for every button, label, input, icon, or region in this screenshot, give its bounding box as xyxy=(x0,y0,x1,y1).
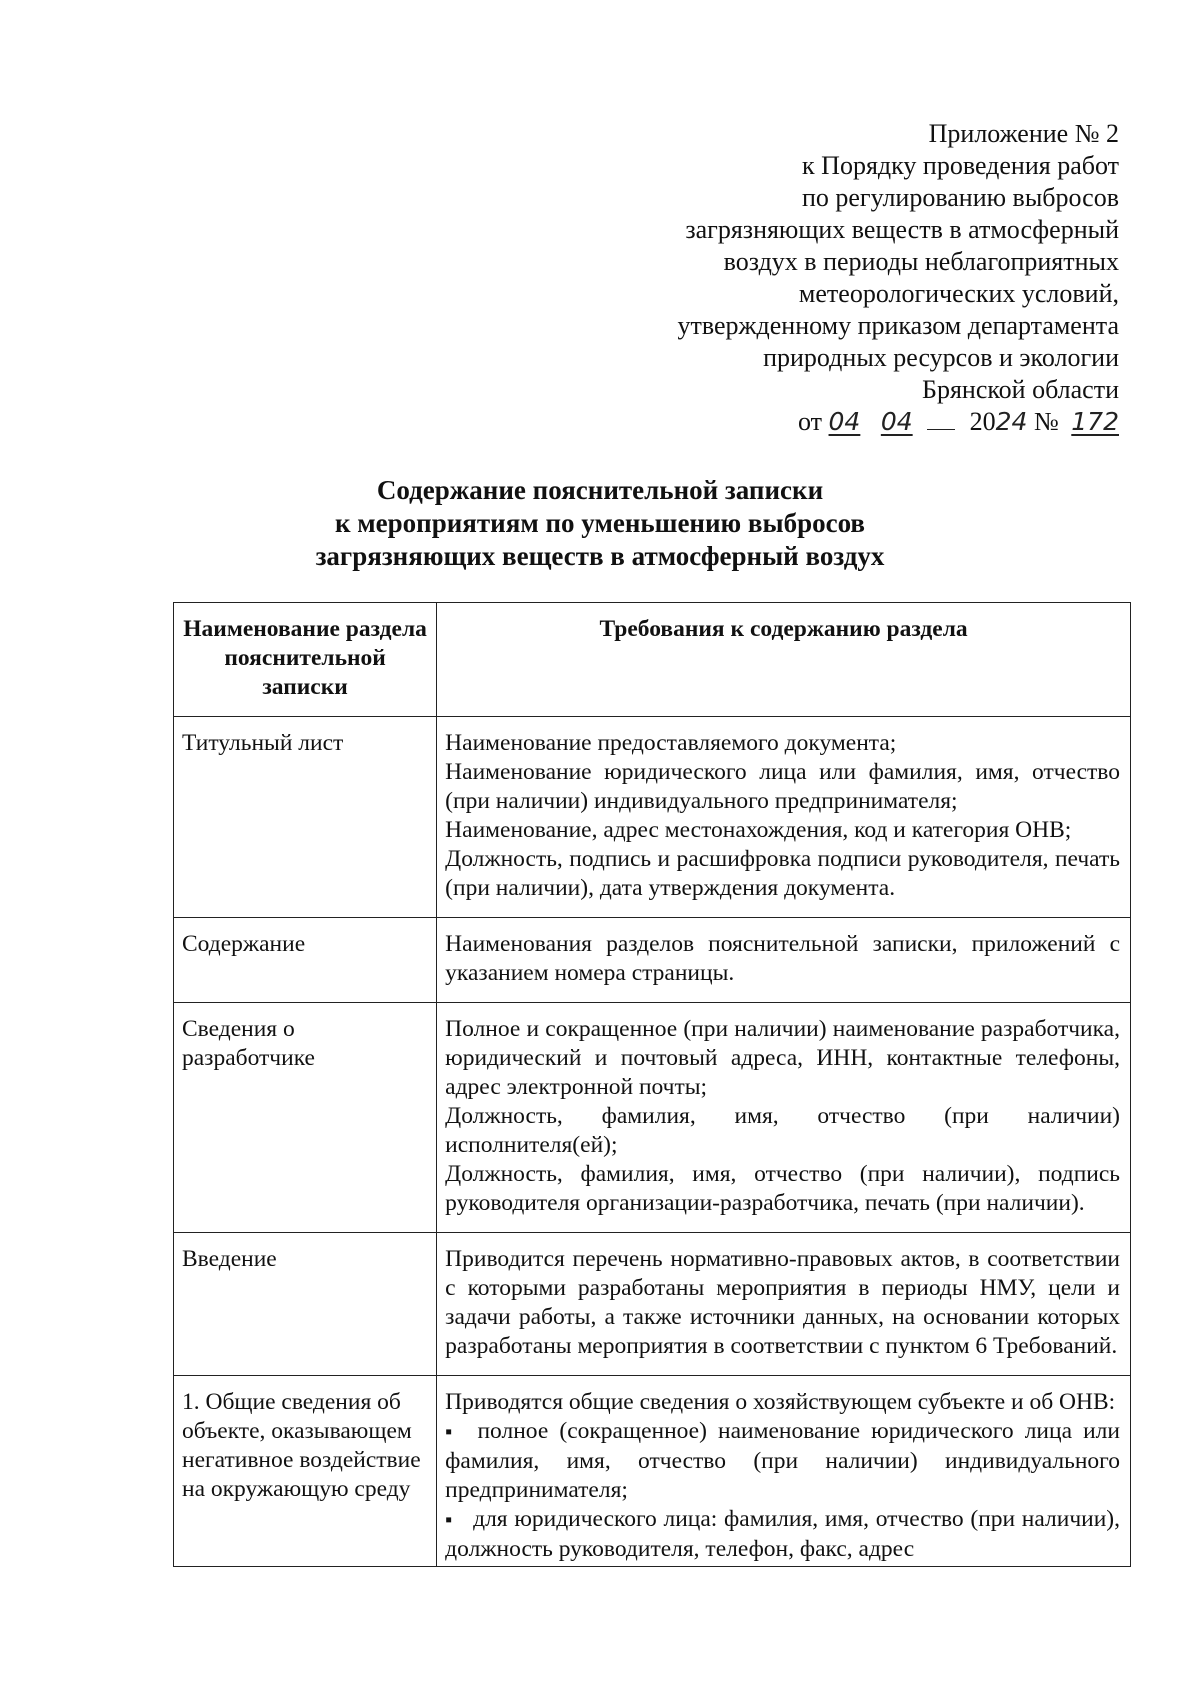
order-date-line xyxy=(599,406,1119,438)
section-name: Содержание xyxy=(174,918,437,1003)
requirement-item: Наименования разделов пояснительной записки, приложений с указанием номера страницы. xyxy=(445,931,1120,986)
requirement-item: Наименование, адрес местонахождения, код и категория ОНВ; xyxy=(445,817,1072,843)
appendix-line: Брянской области xyxy=(922,375,1119,404)
title-line: к мероприятиям по уменьшению выбросов xyxy=(334,508,865,538)
table-row xyxy=(174,1003,1131,1233)
document-title xyxy=(0,474,1200,573)
section-requirements xyxy=(437,1003,1131,1233)
appendix-line: по регулированию выбросов xyxy=(801,183,1119,212)
handwritten-order-number: 172 xyxy=(1071,407,1119,436)
table-row xyxy=(174,1376,1131,1567)
section-requirements xyxy=(437,1376,1131,1567)
appendix-line: Приложение № 2 xyxy=(928,119,1119,148)
requirements-table xyxy=(173,602,1131,1567)
title-line: Содержание пояснительной записки xyxy=(376,475,824,505)
requirement-item: Наименование юридического лица или фамилия, имя, отчество (при наличии) индивидуального предпринимателя; xyxy=(445,759,1120,814)
date-blank-line xyxy=(927,409,955,430)
date-prefix: от xyxy=(798,407,823,436)
section-requirements xyxy=(437,918,1131,1003)
section-requirements xyxy=(437,1233,1131,1376)
year-prefix: 20 xyxy=(969,407,996,436)
column-header-requirements: Требования к содержанию раздела xyxy=(437,603,1131,717)
appendix-line: загрязняющих веществ в атмосферный xyxy=(685,215,1119,244)
handwritten-month: 04 xyxy=(880,407,913,436)
table-row xyxy=(174,918,1131,1003)
section-name: Введение xyxy=(174,1233,437,1376)
appendix-line: метеорологических условий, xyxy=(798,279,1119,308)
requirement-item: Должность, фамилия, имя, отчество (при наличии) исполнителя(ей); xyxy=(445,1103,1120,1158)
requirement-item: Должность, подпись и расшифровка подписи руководителя, печать (при наличии), дата утверждения документа. xyxy=(445,846,1120,901)
appendix-header xyxy=(599,118,1119,438)
section-name: Сведения о разработчике xyxy=(174,1003,437,1233)
requirement-bullet: ▪ для юридического лица: фамилия, имя, отчество (при наличии), должность руководителя, телефон, факс, адрес xyxy=(445,1505,1120,1564)
requirement-item: Наименование предоставляемого документа; xyxy=(445,730,897,756)
table-header-row xyxy=(174,603,1131,717)
column-header-section: Наименование раздела пояснительной записки xyxy=(174,603,437,717)
requirement-intro: Приводятся общие сведения о хозяйствующем субъекте и об ОНВ: xyxy=(445,1389,1116,1415)
title-line: загрязняющих веществ в атмосферный воздух xyxy=(315,541,885,571)
section-name: Титульный лист xyxy=(174,717,437,918)
appendix-line: к Порядку проведения работ xyxy=(802,151,1119,180)
handwritten-day: 04 xyxy=(828,407,861,436)
requirement-item: Приводится перечень нормативно-правовых актов, в соответствии с которыми разработаны мероприятия в периоды НМУ, цели и задачи работы, а также источники данных, на основании которых разработаны мероприятия в соответствии с пунктом 6 Требований. xyxy=(445,1246,1120,1359)
requirement-item: Полное и сокращенное (при наличии) наименование разработчика, юридический и почтовый адреса, ИНН, контактные телефоны, адрес электронной почты; xyxy=(445,1016,1120,1100)
appendix-line: воздух в периоды неблагоприятных xyxy=(723,247,1119,276)
section-requirements xyxy=(437,717,1131,918)
table-row xyxy=(174,717,1131,918)
requirement-bullet: ▪ полное (сокращенное) наименование юридического лица или фамилия, имя, отчество (при наличии) индивидуального предпринимателя; xyxy=(445,1417,1120,1505)
number-sign: № xyxy=(1033,407,1059,436)
handwritten-year: 24 xyxy=(995,407,1028,436)
appendix-line: природных ресурсов и экологии xyxy=(763,343,1119,372)
appendix-line: утвержденному приказом департамента xyxy=(677,311,1119,340)
requirement-item: Должность, фамилия, имя, отчество (при наличии), подпись руководителя организации-разработчика, печать (при наличии). xyxy=(445,1161,1120,1216)
table-row xyxy=(174,1233,1131,1376)
section-name: 1. Общие сведения об объекте, оказывающем негативное воздействие на окружающую среду xyxy=(174,1376,437,1567)
